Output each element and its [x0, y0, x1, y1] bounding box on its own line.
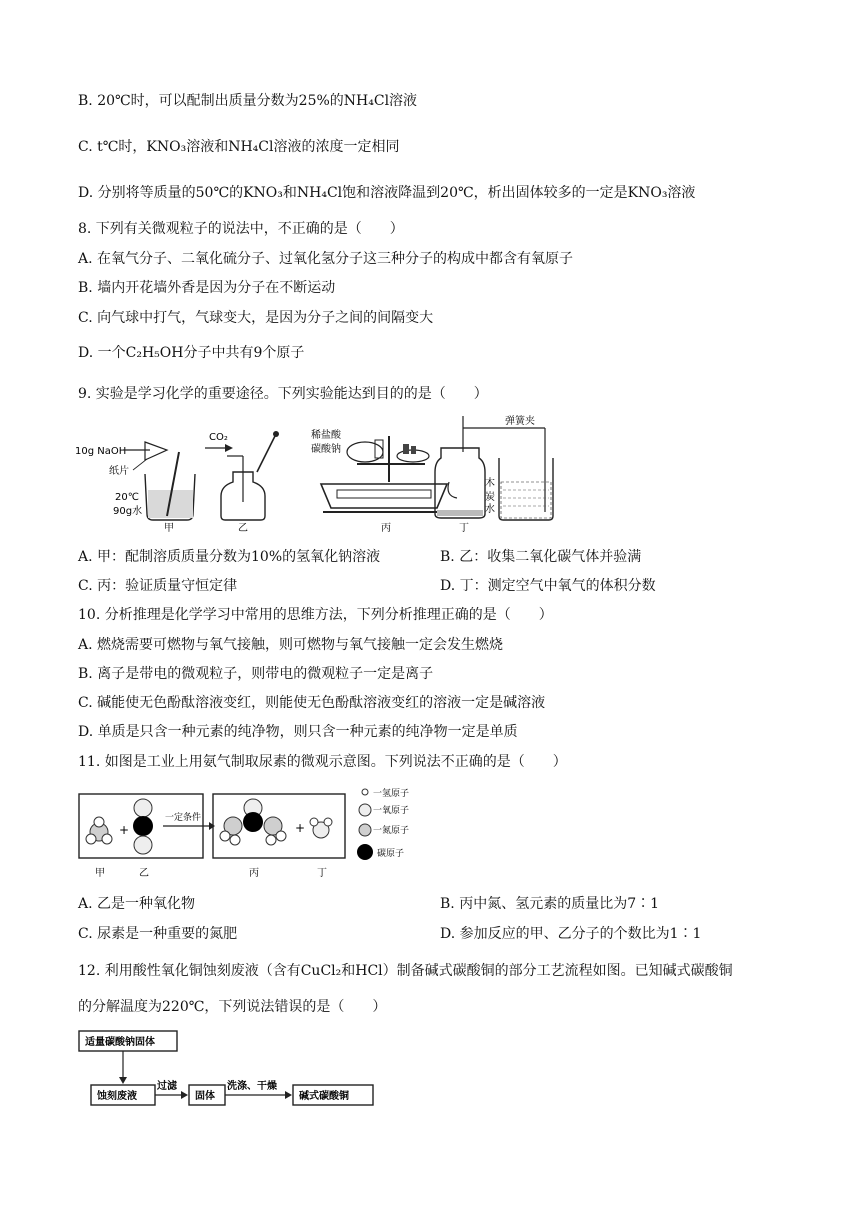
label-mu: 木 [485, 478, 495, 489]
apparatus-ding [435, 414, 553, 534]
q10-option-c: C. 碱能使无色酚酞溶液变红，则能使无色酚酞溶液变红的溶液一定是碱溶液 [78, 695, 546, 711]
label-naoh: 10g NaOH [75, 446, 127, 457]
q9-option-d: D. 丁：测定空气中氧气的体积分数 [440, 578, 656, 594]
q7-option-b: B. 20℃时，可以配制出质量分数为25%的NH₄Cl溶液 [78, 93, 418, 109]
q11-option-d: D. 参加反应的甲、乙分子的个数比为1∶1 [440, 926, 702, 942]
label-water: 90g水 [113, 506, 143, 517]
q11-microscopic-figure [75, 782, 435, 882]
legend-c: 碳原子 [377, 849, 405, 859]
solid-box: 固体 [195, 1091, 215, 1102]
label-temp: 20℃ [115, 492, 139, 503]
label-clamp: 弹簧夹 [505, 416, 535, 427]
bottle-yi [205, 431, 279, 534]
product-box: 碱式碳酸铜 [299, 1091, 349, 1102]
label-tan: 炭 [485, 492, 495, 503]
legend-o: 一氧原子 [373, 806, 410, 816]
waste-box: 蚀刻废液 [97, 1091, 137, 1102]
molecule-jia [86, 817, 112, 844]
wash-step: 洗涤、干燥 [227, 1081, 277, 1092]
label-ding: 丁 [459, 523, 469, 534]
q11-option-a: A. 乙是一种氧化物 [78, 896, 196, 912]
legend-h: 一氢原子 [373, 789, 410, 799]
q10-option-b: B. 离子是带电的微观粒子，则带电的微观粒子一定是离子 [78, 666, 434, 682]
molecule-yi [133, 799, 153, 854]
label-yi: 乙 [139, 868, 149, 879]
q10-stem: 10. 分析推理是化学学习中常用的思维方法，下列分析推理正确的是（ ） [78, 607, 553, 623]
q12-flow-diagram [75, 1027, 385, 1109]
svg-text:+: + [295, 821, 306, 835]
q9-stem: 9. 实验是学习化学的重要途径。下列实验能达到目的的是（ ） [78, 386, 488, 402]
label-yi: 乙 [238, 523, 248, 534]
label-paper: 纸片 [109, 466, 129, 477]
label-ding: 丁 [317, 868, 327, 879]
q8-option-b: B. 墙内开花墙外香是因为分子在不断运动 [78, 280, 336, 296]
balance-bing [311, 428, 447, 534]
q8-option-c: C. 向气球中打气，气球变大，是因为分子之间的间隔变大 [78, 310, 434, 326]
q8-stem: 8. 下列有关微观粒子的说法中，不正确的是（ ） [78, 221, 404, 237]
legend-n: 一氮原子 [373, 826, 410, 836]
label-condition: 一定条件 [165, 813, 202, 823]
q8-option-d: D. 一个C₂H₅OH分子中共有9个原子 [78, 345, 305, 361]
q9-option-b: B. 乙：收集二氧化碳气体并验满 [440, 549, 642, 565]
q12-stem-line2: 的分解温度为220℃，下列说法错误的是（ ） [78, 999, 387, 1015]
legend [357, 787, 409, 860]
q9-apparatus-figure [75, 412, 555, 534]
filter-step: 过滤 [157, 1081, 177, 1092]
q7-option-d: D. 分别将等质量的50℃的KNO₃和NH₄Cl饱和溶液降温到20℃，析出固体较多的一定是KNO₃溶液 [78, 185, 696, 201]
q9-option-c: C. 丙：验证质量守恒定律 [78, 578, 238, 594]
svg-text:+: + [119, 823, 130, 837]
label-co2: CO₂ [209, 432, 228, 443]
q11-stem: 11. 如图是工业上用氨气制取尿素的微观示意图。下列说法不正确的是（ ） [78, 754, 567, 770]
q10-option-a: A. 燃烧需要可燃物与氧气接触，则可燃物与氧气接触一定会发生燃烧 [78, 637, 504, 653]
q12-stem-line1: 12. 利用酸性氧化铜蚀刻废液（含有CuCl₂和HCl）制备碱式碳酸铜的部分工艺流程如图。已知碱式碳酸铜 [78, 963, 733, 979]
beaker-jia [75, 442, 195, 534]
label-shui: 水 [485, 504, 495, 515]
q10-option-d: D. 单质是只含一种元素的纯净物，则只含一种元素的纯净物一定是单质 [78, 724, 518, 740]
molecule-bing [220, 799, 286, 845]
q8-option-a: A. 在氧气分子、二氧化硫分子、过氧化氢分子这三种分子的构成中都含有氧原子 [78, 251, 574, 267]
q9-option-a: A. 甲：配制溶质质量分数为10%的氢氧化钠溶液 [78, 549, 381, 565]
label-jia: 甲 [164, 523, 174, 534]
label-bing: 丙 [381, 523, 391, 534]
q11-option-b: B. 丙中氮、氢元素的质量比为7∶1 [440, 896, 660, 912]
molecule-ding [310, 818, 332, 838]
label-jia: 甲 [95, 868, 105, 879]
q11-option-c: C. 尿素是一种重要的氮肥 [78, 926, 238, 942]
label-bing: 丙 [249, 868, 259, 879]
label-carbonate: 碳酸钠 [311, 444, 341, 455]
q7-option-c: C. t℃时，KNO₃溶液和NH₄Cl溶液的浓度一定相同 [78, 139, 400, 155]
reagent-box: 适量碳酸钠固体 [85, 1037, 155, 1048]
label-acid: 稀盐酸 [311, 430, 341, 441]
